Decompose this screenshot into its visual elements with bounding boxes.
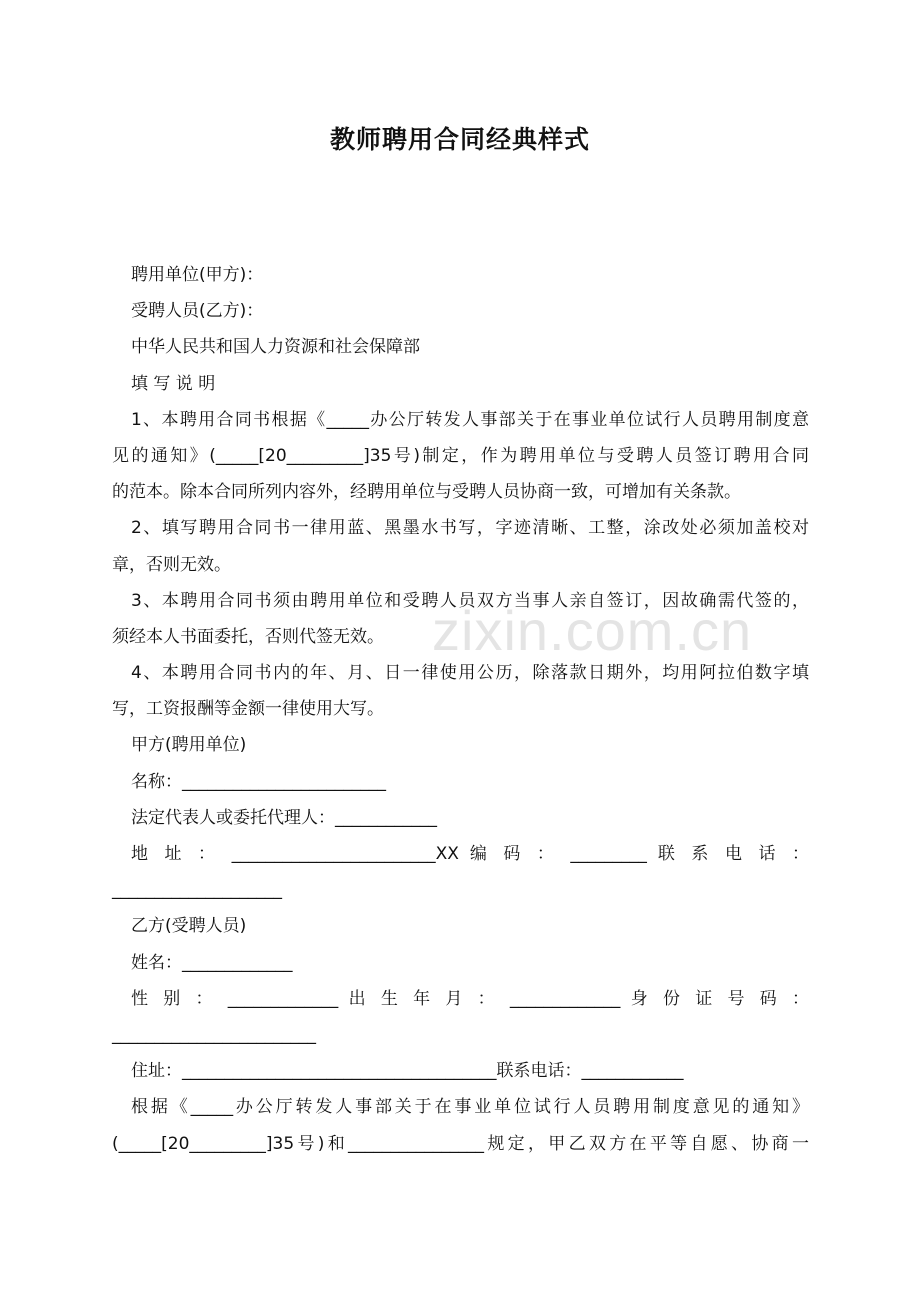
document-title: 教师聘用合同经典样式 — [329, 125, 590, 154]
instruction-1-line-3: 的范本。除本合同所列内容外，经聘用单位与受聘人员协商一致，可增加有关条款。 — [112, 482, 741, 503]
legal-representative-field: 法定代表人或委托代理人：____________ — [131, 807, 437, 828]
instruction-4-line-1: 4、本聘用合同书内的年、月、日一律使用公历，除落款日期外，均用阿拉伯数字填 — [131, 663, 809, 684]
party-a-name-field: 名称：________________________ — [131, 771, 386, 792]
party-a-line: 聘用单位(甲方)： — [131, 265, 264, 285]
instruction-1-line-2: 见的通知》(_____[20_________]35号)制定，作为聘用单位与受聘人员签订聘用合同 — [112, 445, 809, 466]
ministry-line: 中华人民共和国人力资源和社会保障部 — [131, 337, 420, 358]
party-b-line: 受聘人员(乙方)： — [131, 301, 264, 322]
party-b-section-heading: 乙方(受聘人员) — [131, 916, 247, 937]
watermark: zixin.com.cn — [432, 599, 753, 662]
party-b-id-blank: ________________________ — [112, 1024, 316, 1045]
instruction-2-line-2: 章，否则无效。 — [112, 554, 231, 575]
instruction-3-line-1: 3、本聘用合同书须由聘用单位和受聘人员双方当事人亲自签订，因故确需代签的， — [131, 590, 809, 611]
party-b-address-phone-field: 住址：_____________________________________联系电话：____________ — [131, 1061, 684, 1082]
party-a-address-code-phone-field: 地 址 ： ________________________XX 编 码 ： _________ 联 系 电 话 ： — [131, 844, 809, 864]
agreement-basis-line-2: (_____[20_________]35号)和________________规定，甲乙双方在平等自愿、协商一 — [112, 1133, 809, 1154]
party-b-name-field: 姓名：_____________ — [131, 952, 293, 973]
instruction-1-line-1: 1、本聘用合同书根据《_____办公厅转发人事部关于在事业单位试行人员聘用制度意 — [131, 409, 809, 430]
document-body — [112, 257, 809, 1162]
agreement-basis-line-1: 根据《_____办公厅转发人事部关于在事业单位试行人员聘用制度意见的通知》 — [131, 1097, 809, 1118]
party-a-section-heading: 甲方(聘用单位) — [131, 735, 247, 756]
party-b-gender-birth-id-field: 性 别 ： _____________ 出 生 年 月 ： _____________ 身 份 证 号 码 ： — [131, 988, 809, 1009]
instruction-2-line-1: 2、填写聘用合同书一律用蓝、黑墨水书写，字迹清晰、工整，涂改处必须加盖校对 — [131, 518, 809, 539]
instruction-4-line-2: 写，工资报酬等金额一律使用大写。 — [112, 699, 384, 720]
party-a-phone-blank: ____________________ — [112, 880, 282, 901]
instructions-heading: 填 写 说 明 — [131, 373, 216, 394]
instruction-3-line-2: 须经本人书面委托，否则代签无效。 — [112, 626, 384, 647]
